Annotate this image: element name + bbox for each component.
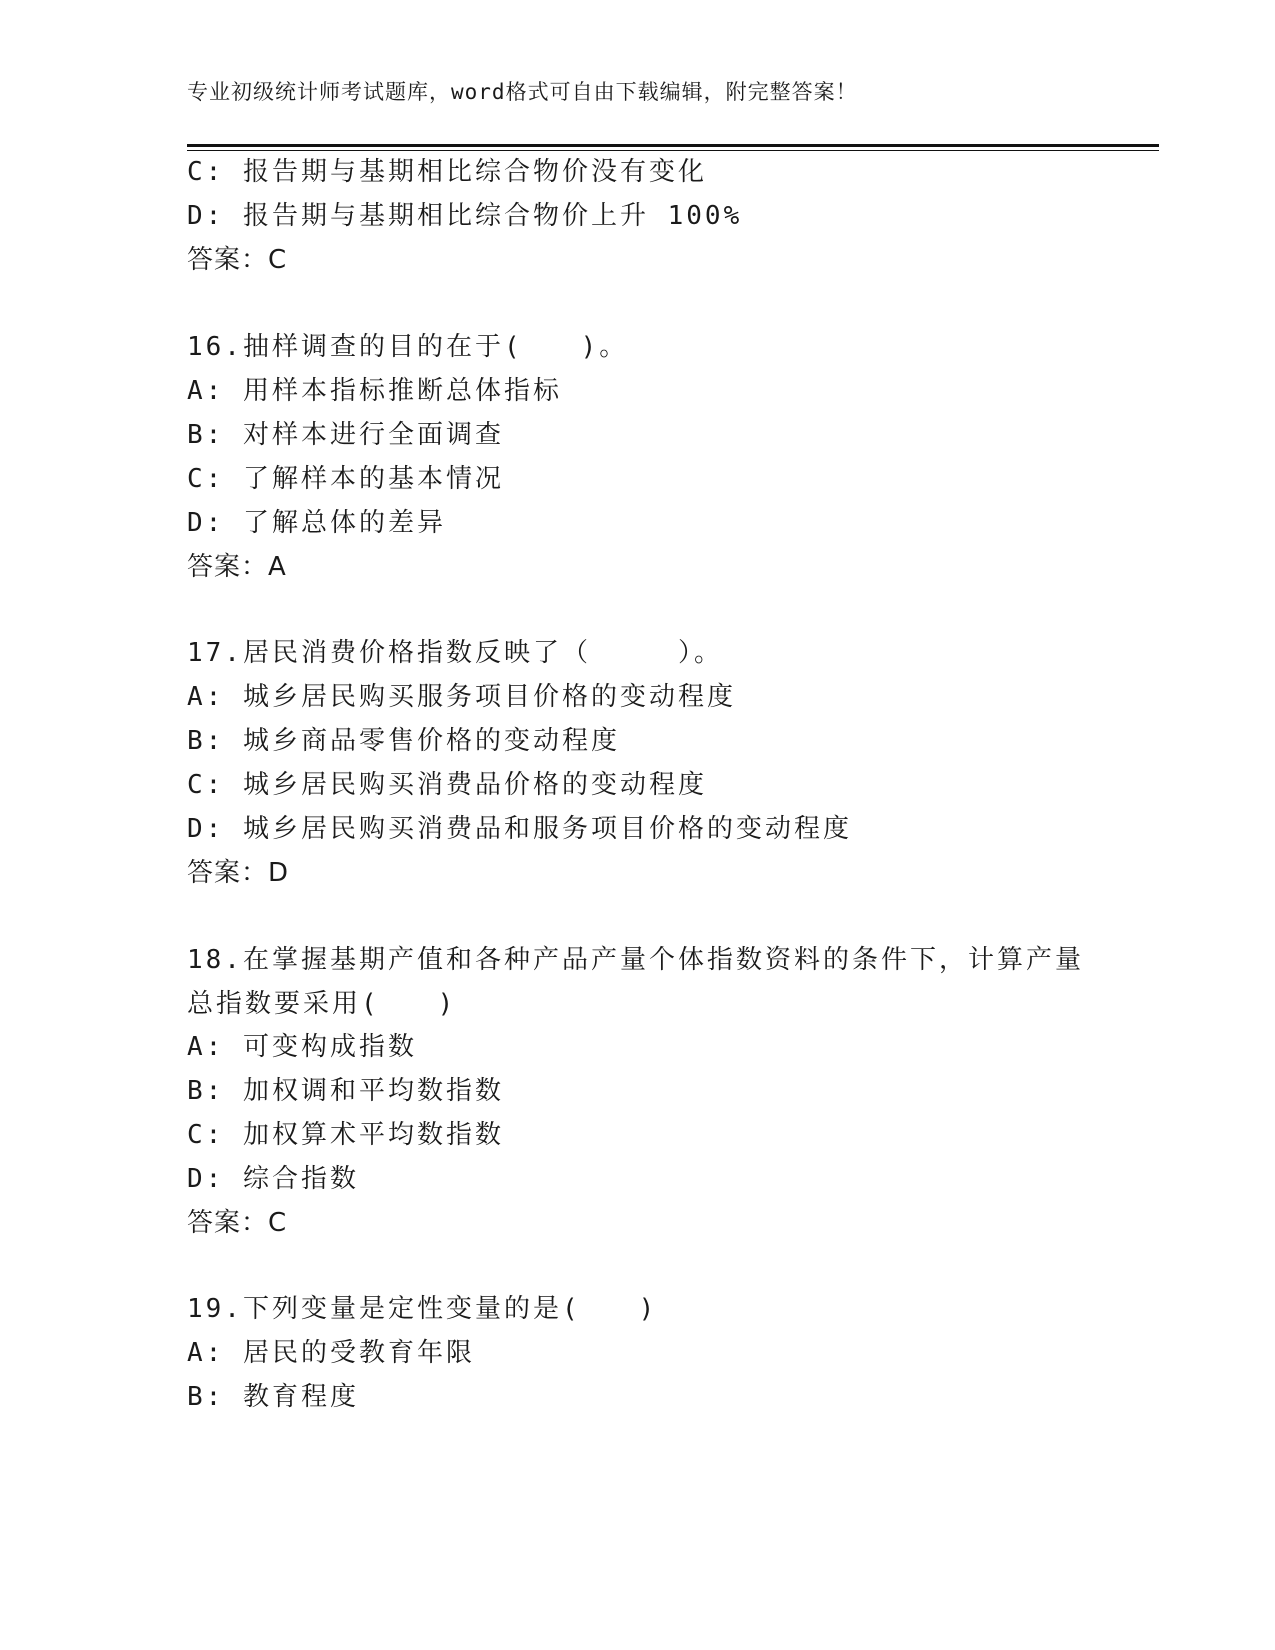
header-rule-thin: [187, 150, 1159, 151]
q19-option-a: A: 居民的受教育年限: [187, 1338, 475, 1368]
q16-option-d: D: 了解总体的差异: [187, 508, 446, 538]
q18-stem-line1: 18.在掌握基期产值和各种产品产量个体指数资料的条件下，计算产量: [187, 945, 1084, 975]
q17-option-d: D: 城乡居民购买消费品和服务项目价格的变动程度: [187, 814, 852, 844]
header-rule-thick: [187, 144, 1159, 147]
prev-option-d: D: 报告期与基期相比综合物价上升 100%: [187, 201, 743, 231]
q18-answer: 答案：C: [187, 1208, 288, 1238]
q17-option-c: C: 城乡居民购买消费品价格的变动程度: [187, 770, 707, 800]
q18-option-c: C: 加权算术平均数指数: [187, 1120, 504, 1150]
q16-stem: 16.抽样调查的目的在于( )。: [187, 332, 629, 362]
q18-option-b: B: 加权调和平均数指数: [187, 1076, 504, 1106]
q16-option-c: C: 了解样本的基本情况: [187, 464, 504, 494]
q16-option-a: A: 用样本指标推断总体指标: [187, 376, 562, 406]
prev-answer: 答案：C: [187, 245, 288, 275]
q18-option-a: A: 可变构成指数: [187, 1032, 417, 1062]
q18-option-d: D: 综合指数: [187, 1164, 359, 1194]
q16-option-b: B: 对样本进行全面调查: [187, 420, 504, 450]
q19-stem: 19.下列变量是定性变量的是( ): [187, 1294, 658, 1324]
prev-option-c: C: 报告期与基期相比综合物价没有变化: [187, 157, 707, 187]
q17-option-b: B: 城乡商品零售价格的变动程度: [187, 726, 620, 756]
page-header: 专业初级统计师考试题库，word格式可自由下载编辑，附完整答案！: [187, 80, 858, 104]
q17-answer: 答案：D: [187, 858, 290, 888]
q19-option-b: B: 教育程度: [187, 1382, 359, 1412]
q17-stem: 17.居民消费价格指数反映了（ ）。: [187, 638, 723, 668]
q17-option-a: A: 城乡居民购买服务项目价格的变动程度: [187, 682, 736, 712]
q16-answer: 答案：A: [187, 552, 287, 582]
q18-stem-line2: 总指数要采用( ): [187, 989, 457, 1019]
